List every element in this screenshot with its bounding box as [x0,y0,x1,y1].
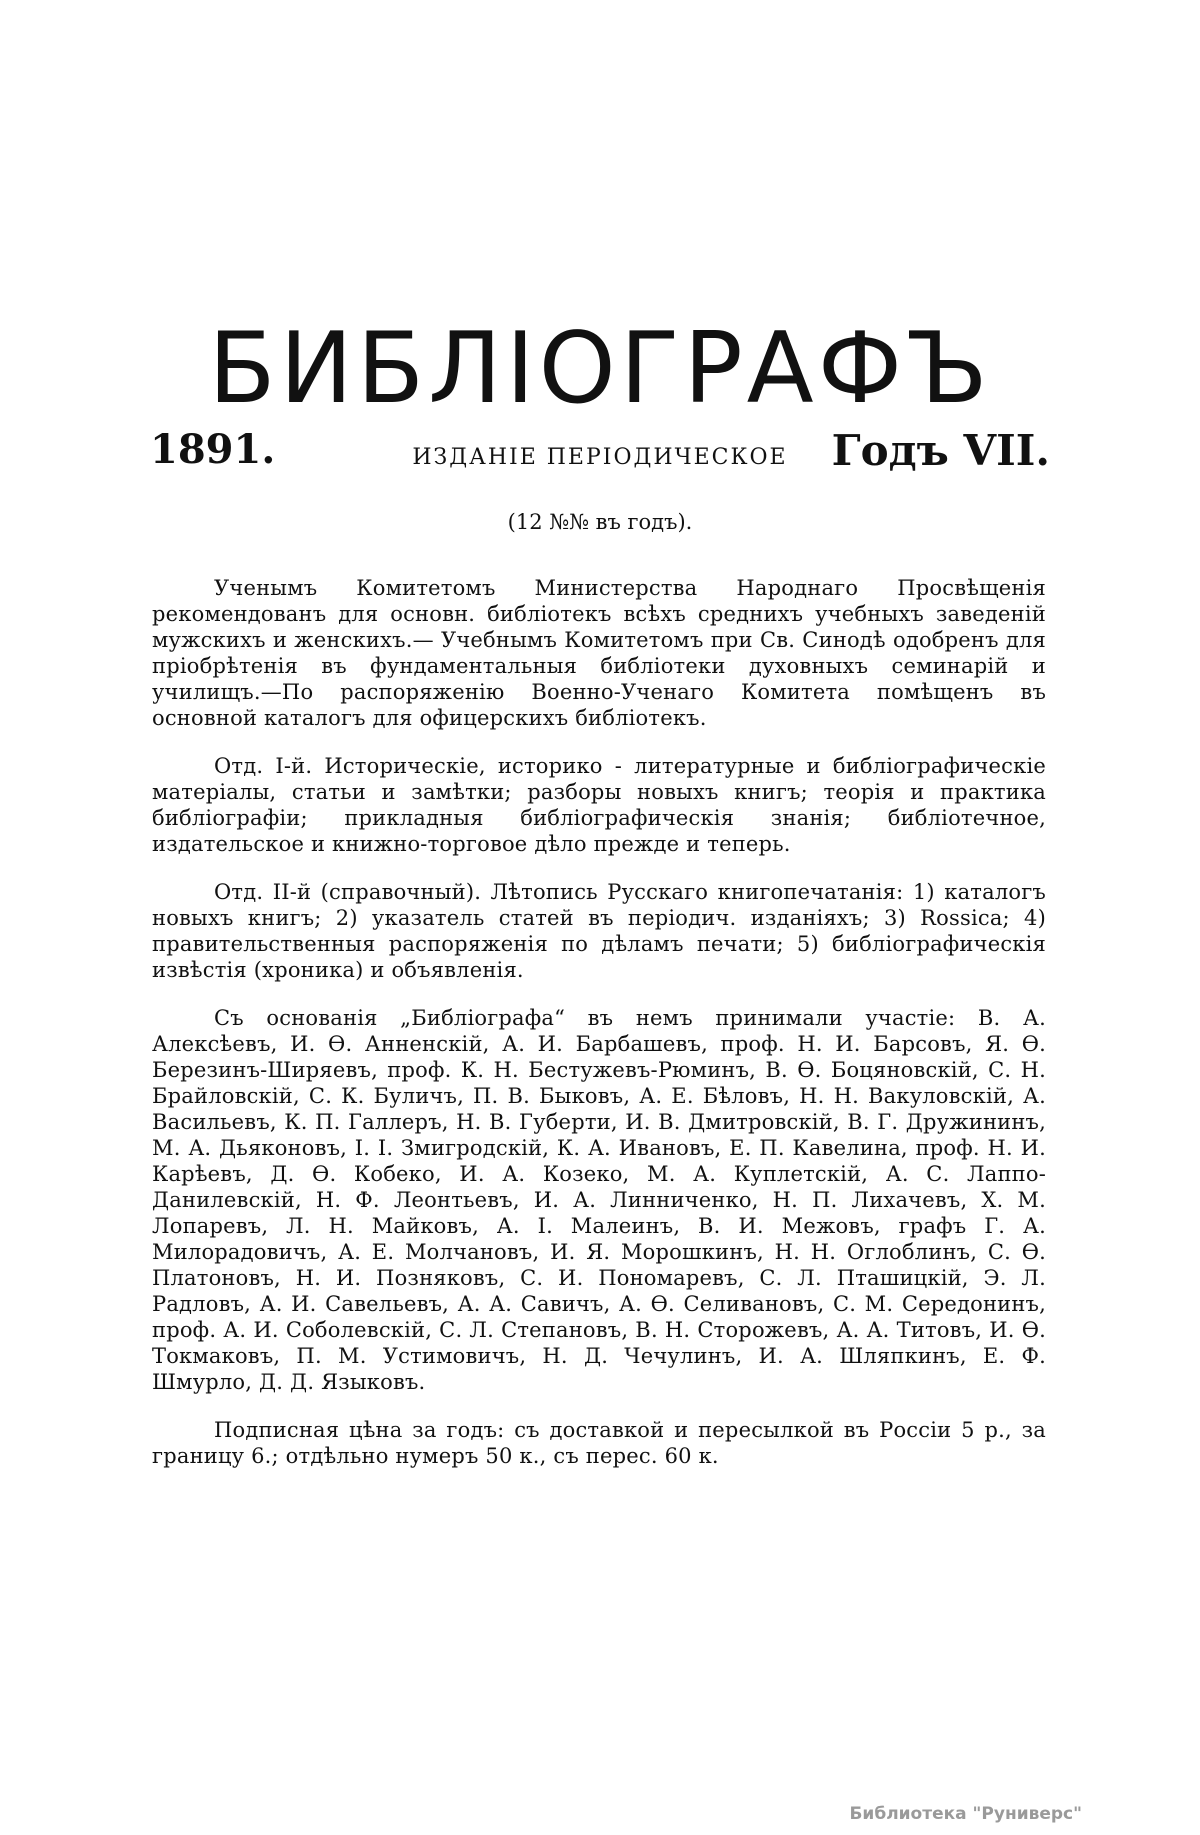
contributors-paragraph: Съ основанія „Библіографа“ въ немъ принимали участіе: В. А. Алексѣевъ, И. Ѳ. Анненскій, А. И. Барбашевъ, проф. Н. И. Барсовъ, Я. Ѳ. Березинъ-Ширяевъ, проф. К. Н. Бестужевъ-Рюминъ, В. Ѳ. Боцяновскій, С. Н. Брайловскій, С. К. Буличъ, П. В. Быковъ, А. Е. Бѣловъ, Н. Н. Вакуловскій, А. Васильевъ, К. П. Галлеръ, Н. В. Губерти, И. В. Дмитровскій, В. Г. Дружининъ, М. А. Дьяконовъ, І. І. Змигродскій, К. А. Ивановъ, Е. П. Кавелина, проф. Н. И. Карѣевъ, Д. Ѳ. Кобеко, И. А. Козеко, М. А. Куплетскій, А. С. Лаппо-Данилевскій, Н. Ф. Леонтьевъ, И. А. Линниченко, Н. П. Лихачевъ, Х. М. Лопаревъ, Л. Н. Майковъ, А. І. Малеинъ, В. И. Межовъ, графъ Г. А. Милорадовичъ, А. Е. Молчановъ, И. Я. Морошкинъ, Н. Н. Оглоблинъ, С. Ѳ. Платоновъ, Н. И. Позняковъ, С. И. Пономаревъ, С. Л. Пташицкій, Э. Л. Радловъ, А. И. Савельевъ, А. А. Савичъ, А. Ѳ. Селивановъ, С. М. Середонинъ, проф. А. И. Соболевскій, С. Л. Степановъ, В. Н. Сторожевъ, А. А. Титовъ, И. Ѳ. Токмаковъ, П. М. Устимовичъ, Н. Д. Чечулинъ, И. А. Шляпкинъ, Е. Ф. Шмурло, Д. Д. Языковъ. [152,1006,1046,1394]
masthead-line [150,426,1050,490]
issue-frequency: (12 №№ въ годъ). [507,510,693,534]
library-watermark: Библиотека "Руниверс" [849,1804,1082,1824]
section-one-paragraph: Отд. І-й. Историческіе, историко - литературные и библіографическіе матеріалы, статьи и замѣтки; разборы новыхъ книгъ; теорія и практика библіографіи; прикладныя библіографическія знанія; библіотечное, издательское и книжно-торговое дѣло прежде и теперь. [152,754,1046,856]
edition-type: ИЗДАНІЕ ПЕРІОДИЧЕСКОЕ [412,445,788,470]
subscription-price-paragraph: Подписная цѣна за годъ: съ доставкой и пересылкой въ Россіи 5 р., за границу 6.; отдѣльно нумеръ 50 к., съ перес. 60 к. [152,1418,1046,1468]
publication-year: 1891. [150,426,276,473]
section-two-paragraph: Отд. ІІ-й (справочный). Лѣтопись Русскаго книгопечатанія: 1) каталогъ новыхъ книгъ; 2) указатель статей въ періодич. изданіяхъ; 3) Rossica; 4) правительственныя распоряженія по дѣламъ печати; 5) библіографическія извѣстія (хроника) и объявленія. [152,880,1046,982]
journal-title: БИБЛІОГРАФЪ [208,312,992,426]
volume-number: Годъ VII. [831,426,1050,475]
recommendation-paragraph: Ученымъ Комитетомъ Министерства Народнаго Просвѣщенія рекомендованъ для основн. библіотекъ всѣхъ среднихъ учебныхъ заведеній мужскихъ и женскихъ.— Учебнымъ Комитетомъ при Св. Синодѣ одобренъ для пріобрѣтенія въ фундаментальныя библіотеки духовныхъ семинарій и училищъ.—По распоряженію Военно-Ученаго Комитета помѣщенъ въ основной каталогъ для офицерскихъ библіотекъ. [152,576,1046,730]
description-body [152,575,1046,1491]
